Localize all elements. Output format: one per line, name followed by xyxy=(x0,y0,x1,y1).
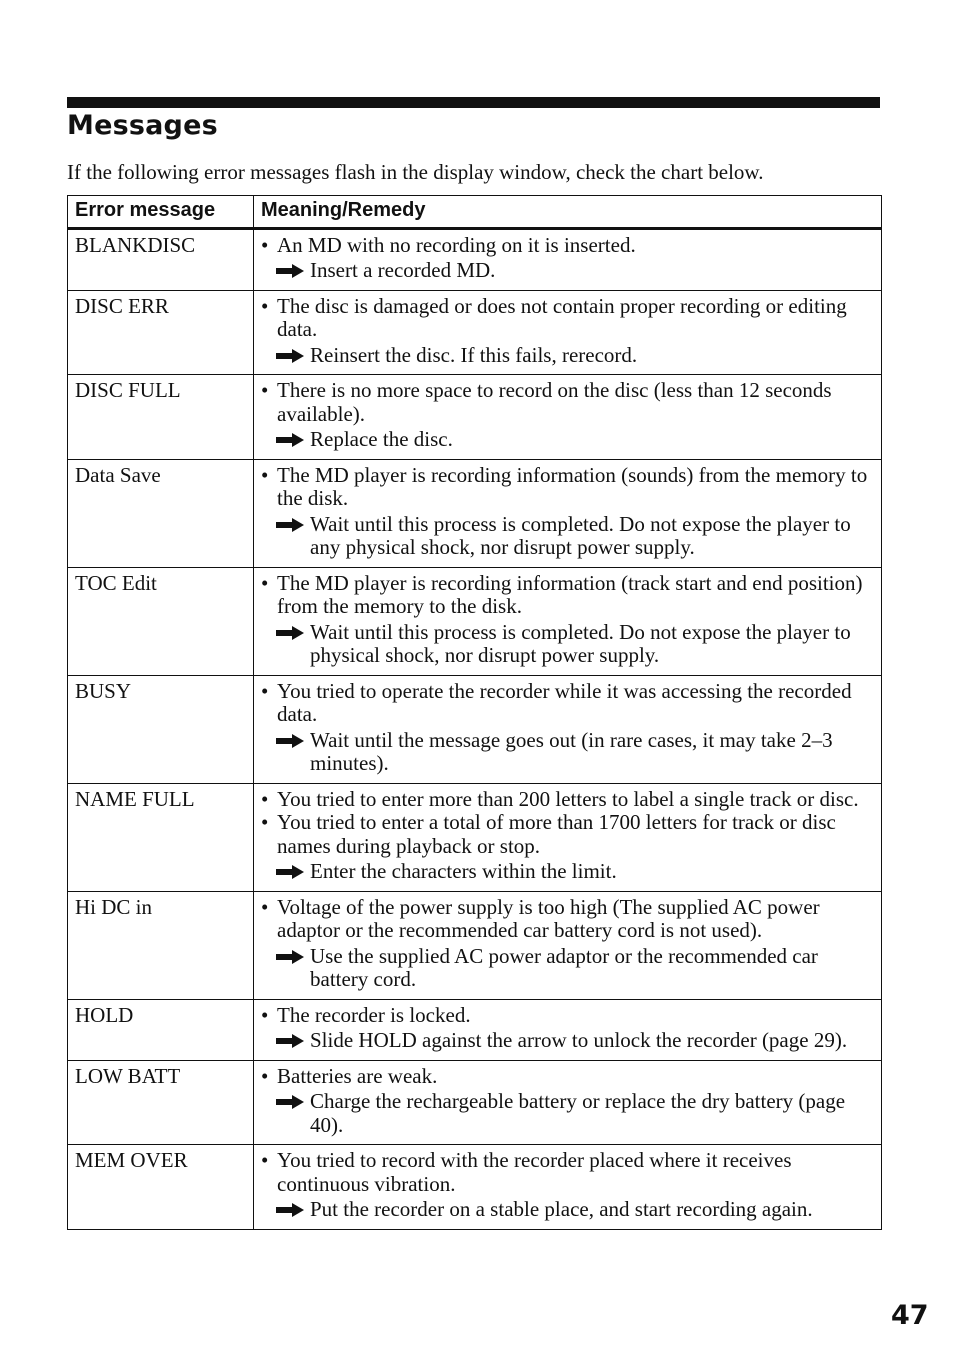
right-arrow-icon xyxy=(276,518,304,532)
right-arrow-icon xyxy=(276,734,304,748)
remedy-text: Wait until the message goes out (in rare cases, it may take 2–3 minutes). xyxy=(310,727,833,775)
meaning-text: The MD player is recording information (sounds) from the memory to the disk. xyxy=(277,462,868,510)
remedy-text: Wait until this process is completed. Do not expose the player to physical shock, nor disrupt power supply. xyxy=(310,619,851,667)
meaning-item xyxy=(261,295,874,342)
meaning-text: There is no more space to record on the disc (less than 12 seconds available). xyxy=(277,378,832,426)
page-title: Messages xyxy=(67,110,218,141)
bullet-icon: • xyxy=(261,810,269,834)
remedy-item xyxy=(261,1198,874,1222)
remedy-item xyxy=(261,259,874,283)
table-row xyxy=(68,675,882,783)
meaning-item xyxy=(261,572,874,619)
meaning-item xyxy=(261,680,874,727)
table-row xyxy=(68,567,882,675)
bullet-icon: • xyxy=(261,1063,269,1088)
intro-text: If the following error messages flash in the display window, check the chart below. xyxy=(67,160,764,184)
right-arrow-icon xyxy=(276,1034,304,1048)
table-row xyxy=(68,783,882,891)
table-row xyxy=(68,1060,882,1145)
meaning-item xyxy=(261,1065,874,1089)
meaning-text: You tried to enter more than 200 letters to label a single track or disc. xyxy=(277,786,859,811)
remedy-text: Slide HOLD against the arrow to unlock the recorder (page 29). xyxy=(310,1028,848,1052)
meaning-item xyxy=(261,464,874,511)
bullet-icon: • xyxy=(261,462,269,487)
table-header-row xyxy=(68,196,882,229)
meaning-remedy-cell xyxy=(254,783,882,891)
meaning-remedy-cell xyxy=(254,999,882,1060)
right-arrow-icon xyxy=(276,433,304,447)
bullet-icon: • xyxy=(261,232,269,257)
error-code: BLANKDISC xyxy=(68,228,254,290)
messages-table-body xyxy=(68,228,882,1229)
remedy-item xyxy=(261,344,874,368)
table-row xyxy=(68,290,882,375)
table-row xyxy=(68,459,882,567)
remedy-text: Charge the rechargeable battery or replace the dry battery (page 40). xyxy=(310,1089,846,1137)
right-arrow-icon xyxy=(276,349,304,363)
meaning-text: You tried to record with the recorder placed where it receives continuous vibration. xyxy=(277,1148,792,1196)
meaning-item xyxy=(261,1004,874,1028)
remedy-item xyxy=(261,1090,874,1137)
meaning-remedy-cell xyxy=(254,891,882,999)
error-code: Data Save xyxy=(68,459,254,567)
meaning-item xyxy=(261,896,874,943)
meaning-remedy-cell xyxy=(254,1145,882,1230)
bullet-icon: • xyxy=(261,1002,269,1027)
remedy-item xyxy=(261,621,874,668)
remedy-text: Enter the characters within the limit. xyxy=(310,859,617,883)
error-code: Hi DC in xyxy=(68,891,254,999)
remedy-text: Use the supplied AC power adaptor or the recommended car battery cord. xyxy=(310,943,818,991)
remedy-item xyxy=(261,945,874,992)
bullet-icon: • xyxy=(261,894,269,919)
meaning-item xyxy=(261,788,874,812)
meaning-remedy-cell xyxy=(254,459,882,567)
meaning-remedy-cell xyxy=(254,290,882,375)
meaning-remedy-cell xyxy=(254,375,882,460)
table-row xyxy=(68,891,882,999)
remedy-item xyxy=(261,428,874,452)
error-code: DISC ERR xyxy=(68,290,254,375)
right-arrow-icon xyxy=(276,264,304,278)
table-row xyxy=(68,228,882,290)
remedy-text: Replace the disc. xyxy=(310,427,453,451)
column-header-meaning-remedy: Meaning/Remedy xyxy=(254,196,882,229)
bullet-icon: • xyxy=(261,678,269,703)
remedy-item xyxy=(261,1029,874,1053)
meaning-item xyxy=(261,234,874,258)
error-code: TOC Edit xyxy=(68,567,254,675)
meaning-text: An MD with no recording on it is inserted. xyxy=(277,232,636,257)
meaning-text: You tried to enter a total of more than 1700 letters for track or disc names during playback or stop. xyxy=(277,810,836,858)
messages-table xyxy=(67,195,882,1230)
error-code: BUSY xyxy=(68,675,254,783)
right-arrow-icon xyxy=(276,1095,304,1109)
table-row xyxy=(68,1145,882,1230)
meaning-remedy-cell xyxy=(254,675,882,783)
error-code: NAME FULL xyxy=(68,783,254,891)
bullet-icon: • xyxy=(261,786,269,811)
remedy-text: Reinsert the disc. If this fails, rerecord. xyxy=(310,342,638,367)
meaning-text: The recorder is locked. xyxy=(277,1002,471,1027)
table-row xyxy=(68,999,882,1060)
meaning-remedy-cell xyxy=(254,567,882,675)
meaning-remedy-cell xyxy=(254,228,882,290)
section-rule xyxy=(67,97,880,108)
error-code: MEM OVER xyxy=(68,1145,254,1230)
right-arrow-icon xyxy=(276,626,304,640)
remedy-text: Put the recorder on a stable place, and start recording again. xyxy=(310,1197,813,1221)
remedy-item xyxy=(261,513,874,560)
meaning-text: The disc is damaged or does not contain proper recording or editing data. xyxy=(277,293,847,341)
right-arrow-icon xyxy=(276,950,304,964)
error-code: HOLD xyxy=(68,999,254,1060)
bullet-icon: • xyxy=(261,293,269,318)
error-code: DISC FULL xyxy=(68,375,254,460)
meaning-remedy-cell xyxy=(254,1060,882,1145)
remedy-text: Insert a recorded MD. xyxy=(310,258,496,282)
error-code: LOW BATT xyxy=(68,1060,254,1145)
meaning-item xyxy=(261,811,874,858)
meaning-text: You tried to operate the recorder while it was accessing the recorded data. xyxy=(277,678,852,726)
remedy-item xyxy=(261,860,874,884)
bullet-icon: • xyxy=(261,1148,269,1172)
table-row xyxy=(68,375,882,460)
remedy-item xyxy=(261,729,874,776)
bullet-icon: • xyxy=(261,378,269,402)
meaning-item xyxy=(261,379,874,426)
meaning-text: The MD player is recording information (track start and end position) from the memory to the disk. xyxy=(277,570,863,618)
meaning-item xyxy=(261,1149,874,1196)
right-arrow-icon xyxy=(276,865,304,879)
meaning-text: Batteries are weak. xyxy=(277,1063,438,1088)
column-header-error-message: Error message xyxy=(68,196,254,229)
right-arrow-icon xyxy=(276,1203,304,1217)
page-number: 47 xyxy=(891,1300,929,1331)
remedy-text: Wait until this process is completed. Do not expose the player to any physical shock, nor disrupt power supply. xyxy=(310,511,851,559)
bullet-icon: • xyxy=(261,570,269,595)
meaning-text: Voltage of the power supply is too high (The supplied AC power adaptor or the recommended car battery cord is not used). xyxy=(277,894,820,942)
